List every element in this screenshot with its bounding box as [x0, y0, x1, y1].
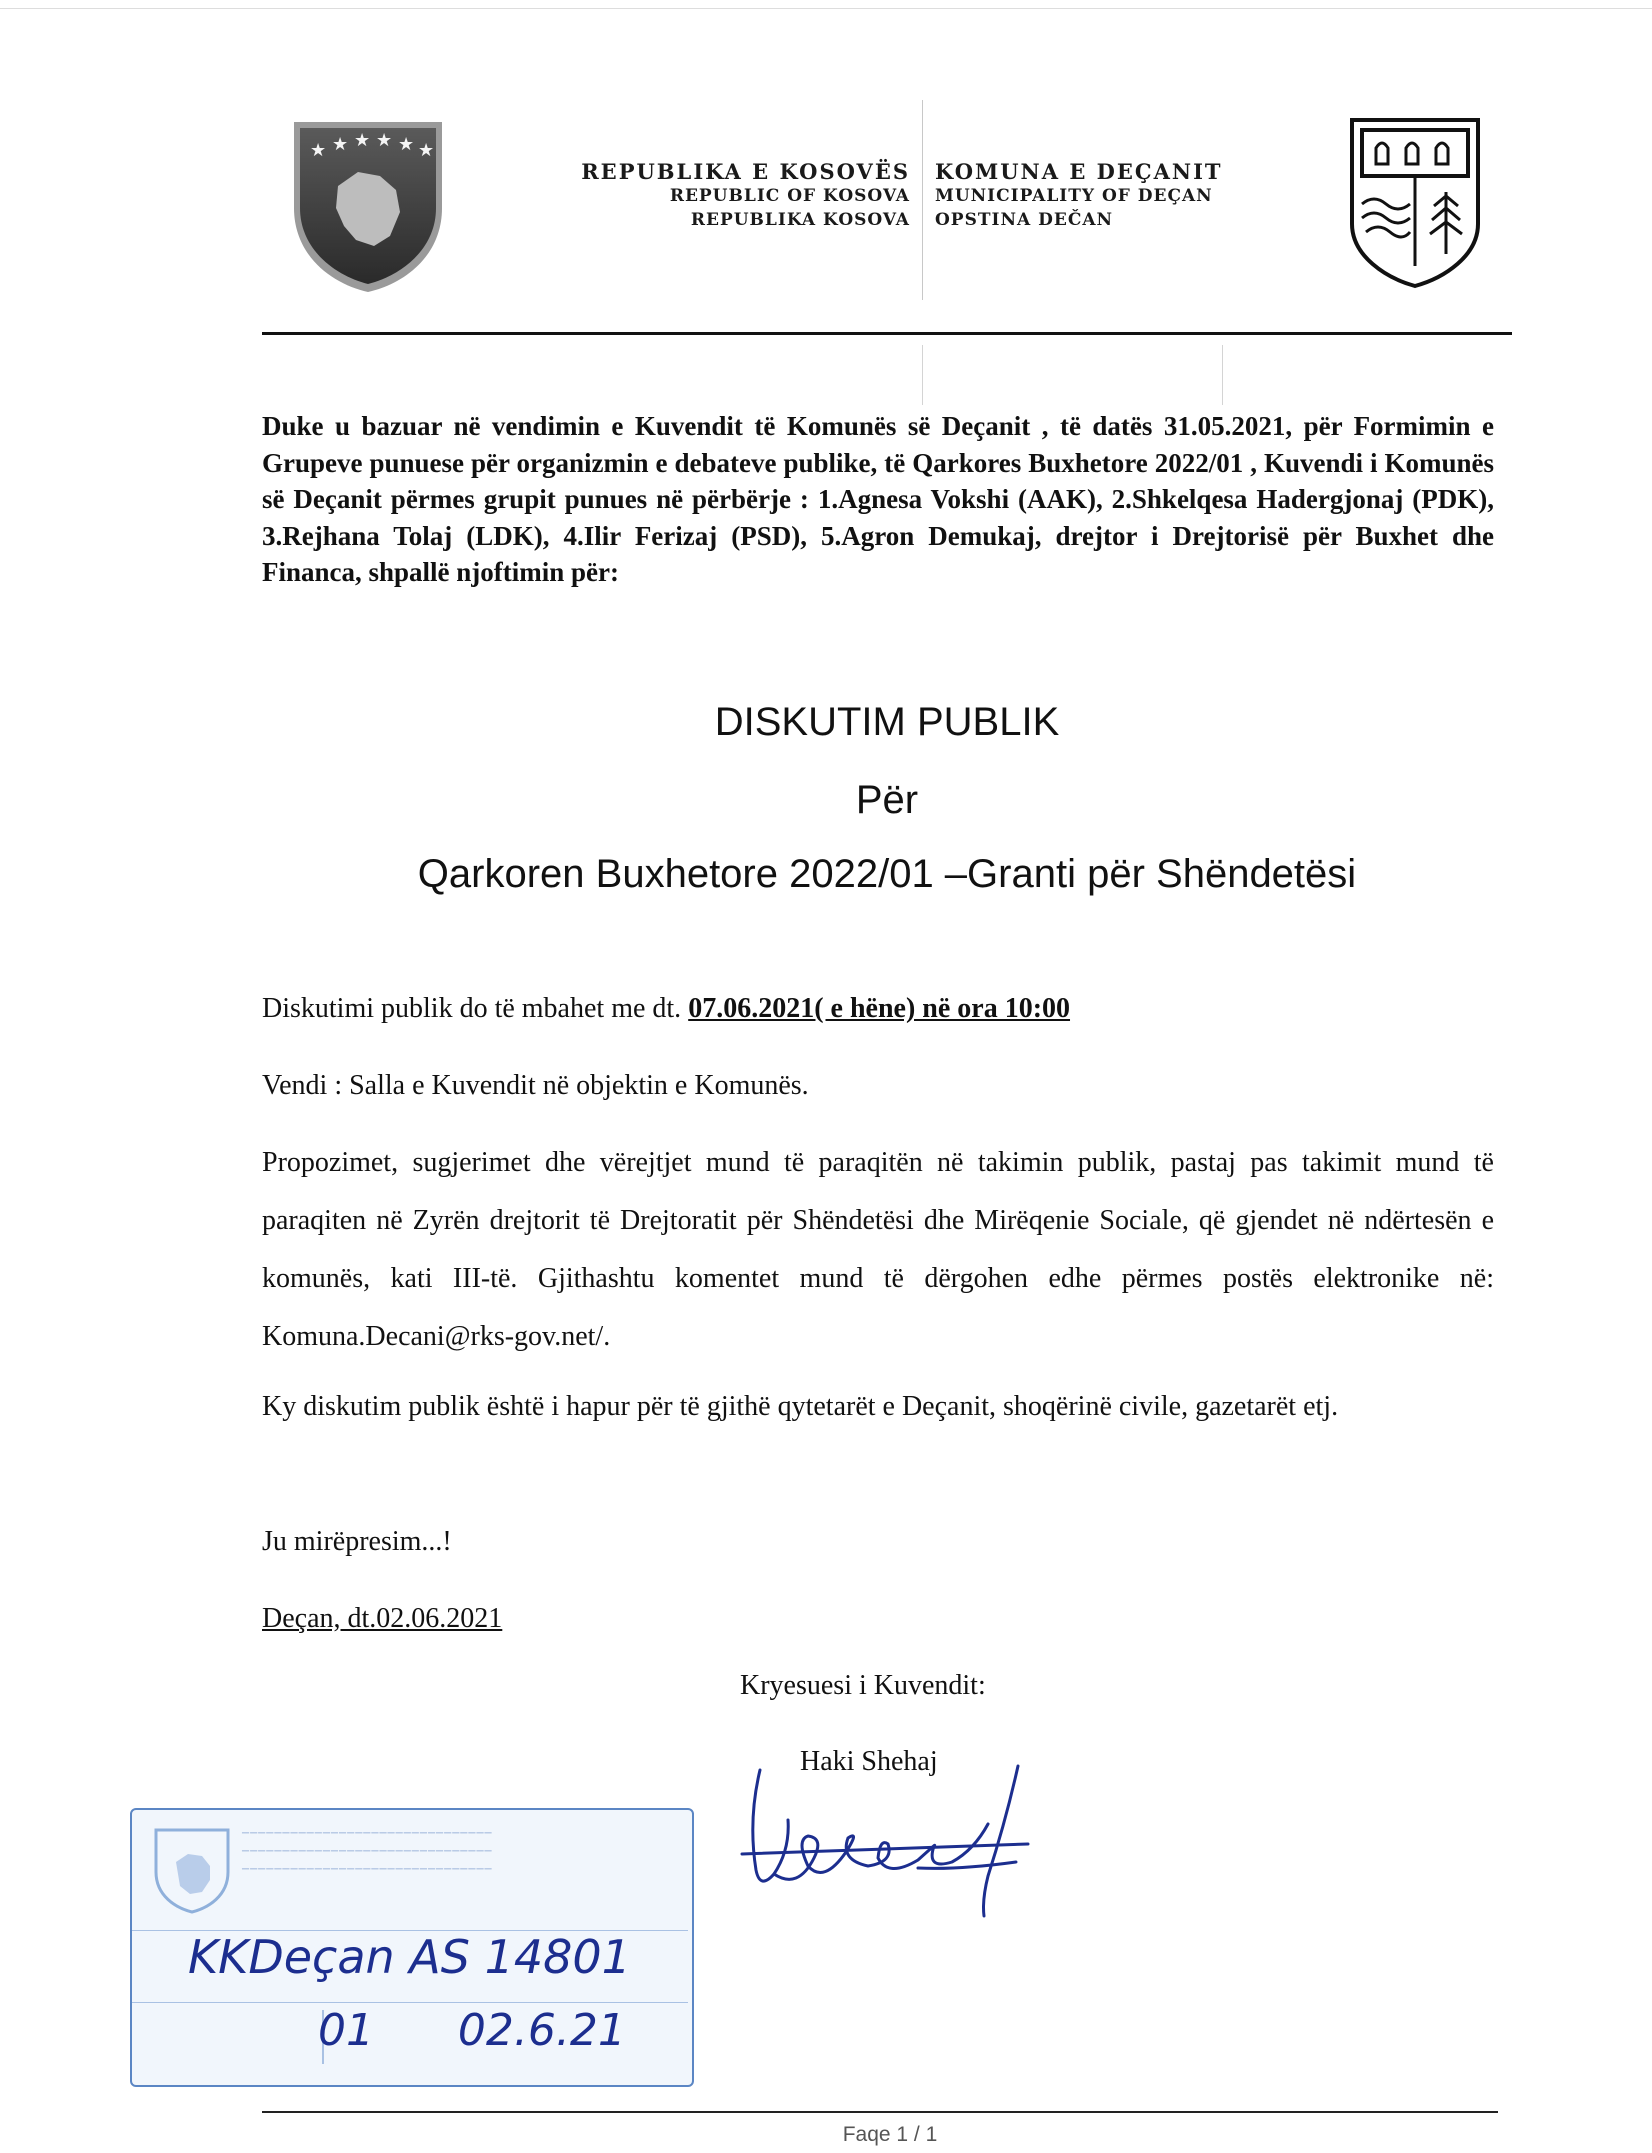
- svg-text:★: ★: [310, 140, 327, 161]
- scan-artifact-line: [1222, 345, 1223, 405]
- closing-line: Ju mirëpresim...!: [262, 1526, 452, 1557]
- stamp-header-text: ───────────────────────────────: [242, 1846, 493, 1857]
- svg-text:★: ★: [376, 130, 393, 151]
- announcement-subtitle-for: Për: [855, 778, 919, 822]
- openness-paragraph: Ky diskutim publik është i hapur për të gjithë qytetarët e Deçanit, shoqërinë civile, gazetarët etj.: [262, 1391, 1339, 1422]
- place-date: Deçan, dt.02.06.2021: [262, 1603, 503, 1634]
- proposals-paragraph: Propozimet, sugjerimet dhe vërejtjet mund të paraqitën në takimin publik, pastaj pas takimit mund të paraqiten në Zyrën drejtorit të Drejtoratit për Shëndetësi dhe Mirëqenie Sociale, që gjendet në ndërtesën e komunës, kati III-të. Gjithashtu komentet mund të dërgohen edhe përmes postës elektronike në: Komuna.Decani@rks-gov.net/.: [262, 1147, 1494, 1352]
- municipality-name-en: MUNICIPALITY OF DEÇAN: [935, 186, 1213, 206]
- announcement-title: DISKUTIM PUBLIK: [714, 700, 1060, 744]
- signature-title: Kryesuesi i Kuvendit:: [740, 1670, 986, 1701]
- place-date-line: [262, 1590, 1494, 1648]
- registration-stamp: [130, 1808, 694, 2087]
- meeting-date-time: 07.06.2021( e hëne) në ora 10:00: [688, 993, 1071, 1024]
- republic-name-sq: REPUBLIKA E KOSOVËS: [581, 159, 910, 184]
- municipality-header: [935, 160, 1315, 232]
- header-divider: [922, 100, 923, 300]
- stamp-handwritten-registry: KKDeçan AS 14801: [188, 1930, 631, 1984]
- svg-text:★: ★: [418, 140, 435, 161]
- intro-paragraph: Duke u bazuar në vendimin e Kuvendit të Komunës së Deçanit , të datës 31.05.2021, për Formimin e Grupeve punuese për organizmin e debateve publike, të Qarkores Buxhetore 2022/01 , Kuvendi i Komunës së Deçanit përmes grupit punues në përbërje : 1.Agnesa Vokshi (AAK), 2.Shkelqesa Hadergjonaj (PDK), 3.Rejhana Tolaj (LDK), 4.Ilir Ferizaj (PSD), 5.Agron Demukaj, drejtor i Drejtorisë për Buxhet dhe Financa, shpallë njoftimin për:: [262, 411, 1494, 587]
- meeting-date-prefix: Diskutimi publik do të mbahet me dt.: [262, 993, 689, 1024]
- stamp-emblem-icon: [152, 1826, 232, 1916]
- municipality-name-sr: OPSTINA DEČAN: [935, 210, 1114, 230]
- republic-name-en: REPUBLIC OF KOSOVA: [669, 186, 910, 206]
- stamp-handwritten-date: 01 02.6.21: [318, 2005, 626, 2056]
- meeting-date-line: [262, 980, 1494, 1038]
- footer-rule: [262, 2111, 1498, 2113]
- scan-artifact-line: [922, 345, 923, 405]
- stamp-header-text: ───────────────────────────────: [242, 1828, 493, 1839]
- municipality-name-sq: KOMUNA E DEÇANIT: [935, 159, 1223, 184]
- stamp-header-text: ───────────────────────────────: [242, 1864, 493, 1875]
- decan-emblem: [1348, 116, 1482, 290]
- scan-edge-line: [0, 8, 1652, 9]
- republic-name-sr: REPUBLIKA KOSOVA: [690, 210, 910, 230]
- svg-text:★: ★: [398, 134, 415, 155]
- announcement-subject: Qarkoren Buxhetore 2022/01 –Granti për Shëndetësi: [417, 852, 1357, 896]
- handwritten-signature: [738, 1750, 1058, 1930]
- location-line: Vendi : Salla e Kuvendit në objektin e Komunës.: [262, 1070, 809, 1101]
- republic-header: [440, 160, 910, 232]
- signatory-name: Haki Shehaj: [800, 1746, 938, 1777]
- svg-text:★: ★: [332, 134, 349, 155]
- kosovo-emblem: [288, 116, 448, 296]
- svg-text:★: ★: [354, 130, 371, 151]
- page-number: Faqe 1 / 1: [842, 2123, 938, 2146]
- header-rule: [262, 332, 1512, 335]
